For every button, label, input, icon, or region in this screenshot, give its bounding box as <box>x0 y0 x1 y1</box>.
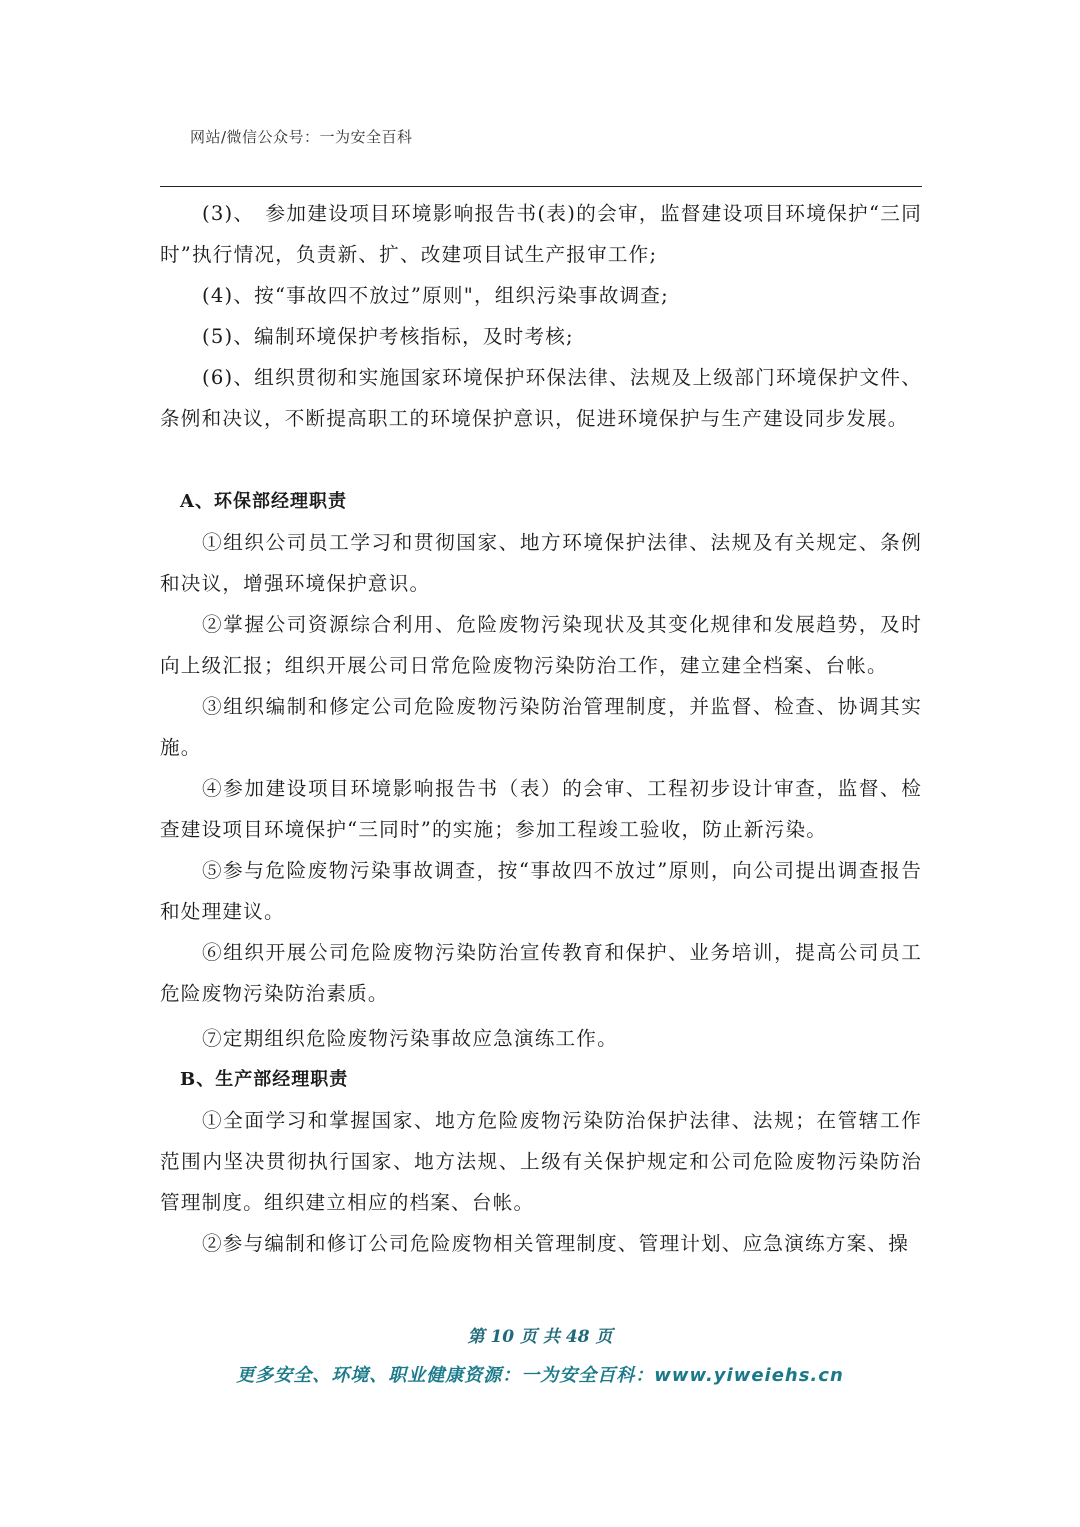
intro-item: (6)、组织贯彻和实施国家环境保护环保法律、法规及上级部门环境保护文件、条例和决议，不断提高职工的环境保护意识，促进环境保护与生产建设同步发展。 <box>160 366 922 430</box>
section-b-heading: B、生产部经理职责 <box>180 1069 349 1090</box>
section-a-item: ②掌握公司资源综合利用、危险废物污染现状及其变化规律和发展趋势，及时向上级汇报；组织开展公司日常危险废物污染防治工作，建立建全档案、台帐。 <box>160 613 922 677</box>
intro-item: (5)、编制环境保护考核指标，及时考核; <box>202 325 574 348</box>
section-a-item: ⑦定期组织危险废物污染事故应急演练工作。 <box>202 1027 618 1050</box>
section-b-item: ①全面学习和掌握国家、地方危险废物污染防治保护法律、法规；在管辖工作范围内坚决贯彻执行国家、地方法规、上级有关保护规定和公司危险废物污染防治管理制度。组织建立相应的档案、台帐。 <box>160 1109 922 1214</box>
page-number: 第 10 页 共 48 页 <box>467 1327 613 1347</box>
intro-item: (4)、按“事故四不放过”原则"，组织污染事故调查; <box>202 284 669 307</box>
section-a-item: ⑤参与危险废物污染事故调查，按“事故四不放过”原则，向公司提出调查报告和处理建议。 <box>160 859 922 923</box>
section-a-item: ③组织编制和修定公司危险废物污染防治管理制度，并监督、检查、协调其实施。 <box>160 695 922 759</box>
section-gap <box>160 439 922 481</box>
intro-item: (3)、 参加建设项目环境影响报告书(表)的会审，监督建设项目环境保护“三同时”执行情况，负责新、扩、改建项目试生产报审工作; <box>160 202 922 266</box>
section-a-item: ⑥组织开展公司危险废物污染防治宣传教育和保护、业务培训，提高公司员工危险废物污染防治素质。 <box>160 941 922 1005</box>
section-a-heading: A、环保部经理职责 <box>180 491 347 512</box>
header-rule <box>160 186 922 187</box>
site-header: 网站/微信公众号：一为安全百科 <box>190 128 413 146</box>
document-body <box>160 193 922 1264</box>
section-a-item: ④参加建设项目环境影响报告书（表）的会审、工程初步设计审查，监督、检查建设项目环境保护“三同时”的实施；参加工程竣工验收，防止新污染。 <box>160 777 922 841</box>
footer-site-line: 更多安全、环境、职业健康资源：一为安全百科：www.yiweiehs.cn <box>236 1365 844 1386</box>
section-a-item: ①组织公司员工学习和贯彻国家、地方环境保护法律、法规及有关规定、条例和决议，增强环境保护意识。 <box>160 531 922 595</box>
section-b-item: ②参与编制和修订公司危险废物相关管理制度、管理计划、应急演练方案、操 <box>202 1232 909 1255</box>
